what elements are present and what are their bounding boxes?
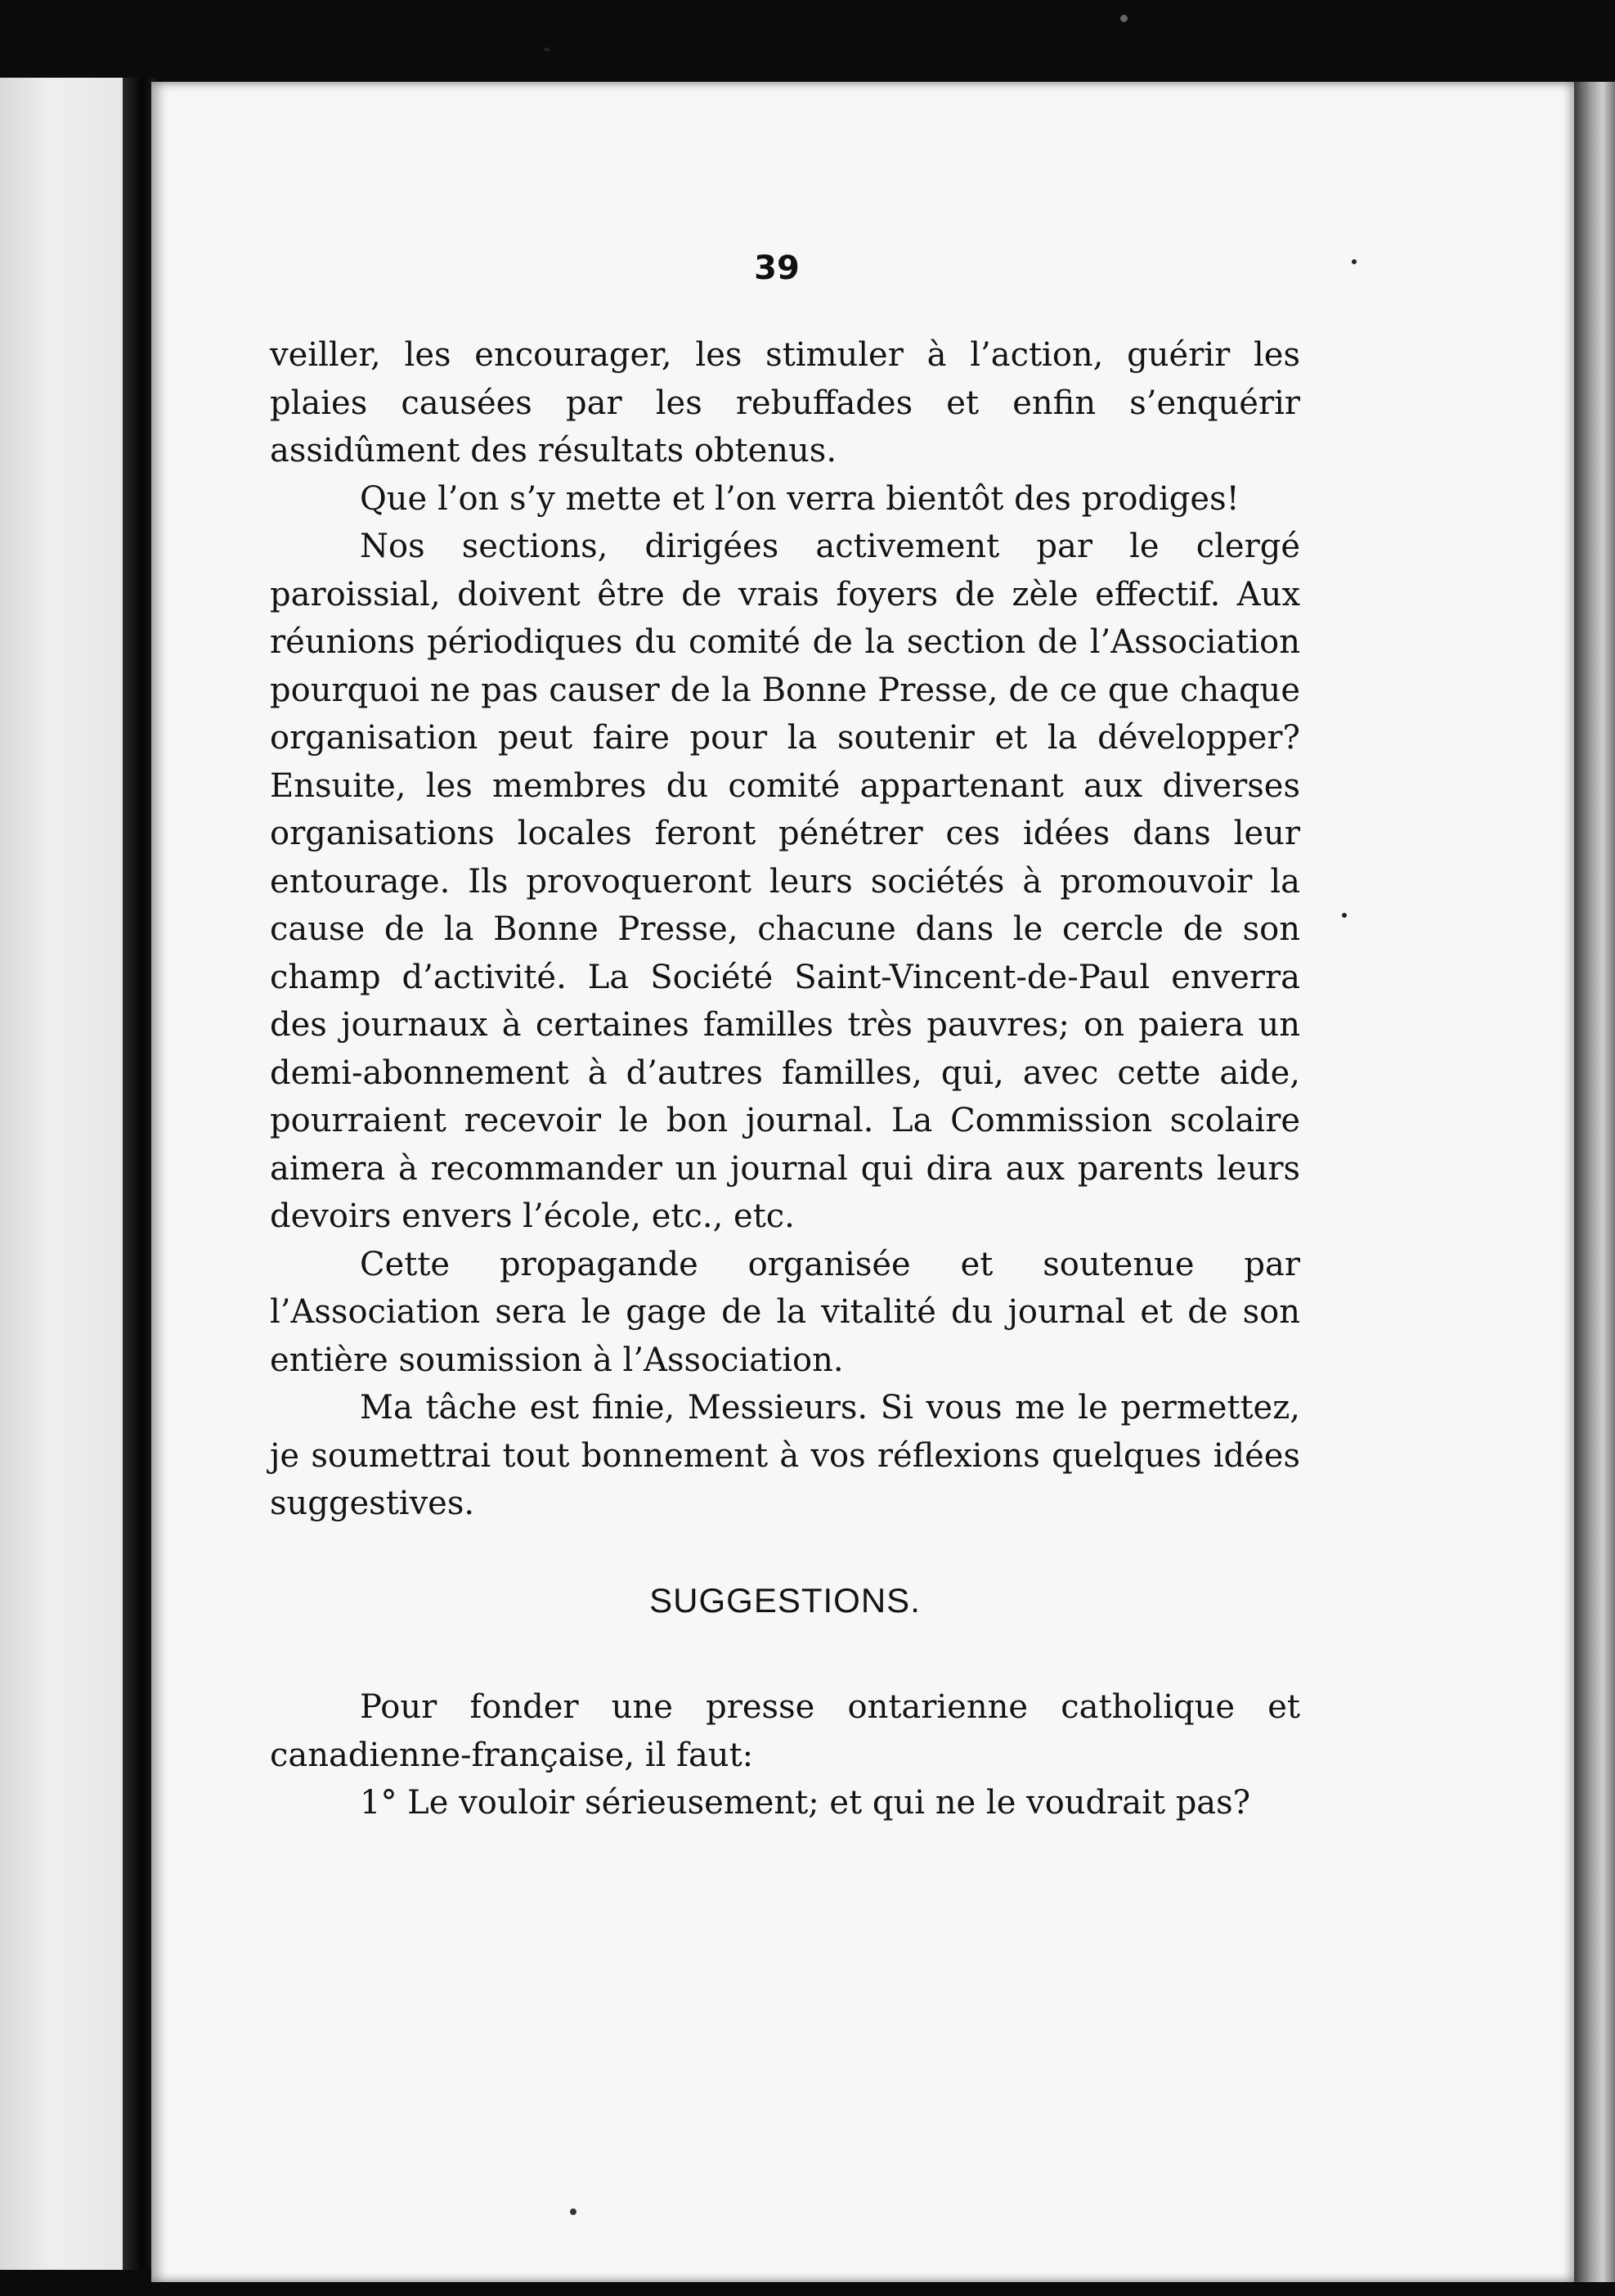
paragraph: Ma tâche est finie, Messieurs. Si vous me le permettez, je soumettrai tout bonnement à vos réflexions quelques idées suggestives. [270,1389,1300,1522]
print-mark [570,2208,576,2215]
page-number: 39 [754,249,800,287]
dust-speck [544,47,550,52]
dust-speck [1352,259,1357,264]
page-stack-edge [1574,82,1615,2282]
paragraph: veiller, les encourager, les stimuler à l’action, guérir les plaies causées par les rebuffades et enfin s’enquérir assidûment des résultats obtenus. [270,336,1300,470]
section-heading: SUGGESTIONS. [649,1580,921,1620]
paragraph: Nos sections, dirigées activement par le clergé paroissial, doivent être de vrais foyers de zèle effectif. Aux réunions périodiques du comité de la section de l’Association pourquoi ne pas causer de la Bonne Presse, de ce que chaque organisation peut faire pour la soutenir et la développer? Ensuite, les membres du comité appartenant aux diverses organisations locales feront pénétrer ces idées dans leur entourage. Ils provoqueront leurs sociétés à promouvoir la cause de la Bonne Presse, chacune dans le cercle de son champ d’activité. La Société Saint-Vincent-de-Paul enverra des journaux à certaines familles très pauvres; on paiera un demi-abonnement à d’autres familles, qui, avec cette aide, pourraient recevoir le bon journal. La Commission scolaire aimera à recommander un journal qui dira aux parents leurs devoirs envers l’école, etc., etc. [270,528,1300,1235]
paragraph: Que l’on s’y mette et l’on verra bientôt des prodiges! [360,479,1240,518]
paragraph: Pour fonder une presse ontarienne catholique et canadienne-française, il faut: [270,1688,1300,1774]
paragraph: Cette propagande organisée et soutenue par l’Association sera le gage de la vitalité du journal et de son entière soumission à l’Association. [270,1245,1300,1379]
paragraph: 1° Le vouloir sérieusement; et qui ne le voudrait pas? [360,1784,1251,1822]
dust-speck [1342,913,1347,918]
page-body [270,331,1300,1827]
dust-speck [1120,15,1128,22]
facing-page-edge [0,78,131,2270]
book-gutter [123,78,155,2270]
